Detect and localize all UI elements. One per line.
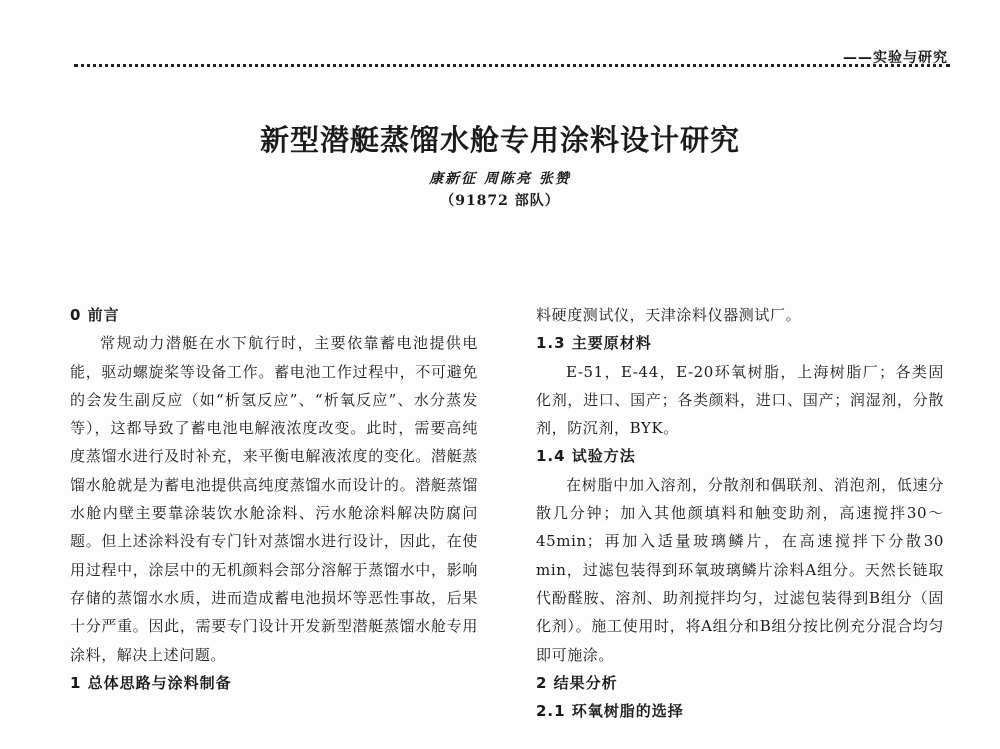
article-title: 新型潜艇蒸馏水舱专用涂料设计研究 <box>259 123 740 157</box>
running-head: ——实验与研究 <box>843 50 948 66</box>
left-column <box>70 301 478 697</box>
intro-paragraph: 常规动力潜艇在水下航行时，主要依靠蓄电池提供电能，驱动螺旋桨等设备工作。蓄电池工作过程中，不可避免的会发生副反应（如“析氢反应”、“析氧反应”、水分蒸发等），这都导致了蓄电池电解液浓度改变。此时，需要高纯度蒸馏水进行及时补充，来平衡电解液浓度的变化。潜艇蒸馏水舱就是为蓄电池提供高纯度蒸馏水而设计的。潜艇蒸馏水舱内壁主要靠涂装饮水舱涂料、污水舱涂料解决防腐问题。但上述涂料没有专门针对蒸馏水进行设计，因此，在使用过程中，涂层中的无机颜料会部分溶解于蒸馏水中，影响存储的蒸馏水水质，进而造成蓄电池损坏等恶性事故，后果十分严重。因此，需要专门设计开发新型潜艇蒸馏水舱专用涂料，解决上述问题。 <box>70 334 478 664</box>
article-authors: 康新征 周陈亮 张赞 <box>429 171 571 187</box>
section-heading-1-4: 1.4 试验方法 <box>536 447 636 466</box>
header-dotted-rule <box>74 64 950 67</box>
continued-paragraph: 料硬度测试仪，天津涂料仪器测试厂。 <box>536 306 802 324</box>
materials-paragraph: E-51，E-44，E-20环氧树脂，上海树脂厂；各类固化剂，进口、国产；各类颜料，进口、国产；润湿剂，分散剂，防沉剂，BYK。 <box>536 362 944 438</box>
section-heading-2: 2 结果分析 <box>536 673 618 692</box>
right-column <box>536 301 944 725</box>
section-heading-0: 0 前言 <box>70 306 120 324</box>
method-paragraph: 在树脂中加入溶剂，分散剂和偶联剂、消泡剂，低速分散几分钟；加入其他颜填料和触变助剂，高速搅拌30～45min；再加入适量玻璃鳞片，在高速搅拌下分散30 min，过滤包装得到环氧玻璃鳞片涂料A组分。天然长链取代酚醛胺、溶剂、助剂搅拌均匀，过滤包装得到B组分（固化剂）。施工使用时，将A组分和B组分按比例充分混合均匀即可施涂。 <box>536 475 944 664</box>
section-heading-1-3: 1.3 主要原材料 <box>536 334 652 353</box>
section-heading-2-1: 2.1 环氧树脂的选择 <box>536 702 684 721</box>
article-affiliation: （91872 部队） <box>440 193 560 209</box>
section-heading-1: 1 总体思路与涂料制备 <box>70 673 232 692</box>
